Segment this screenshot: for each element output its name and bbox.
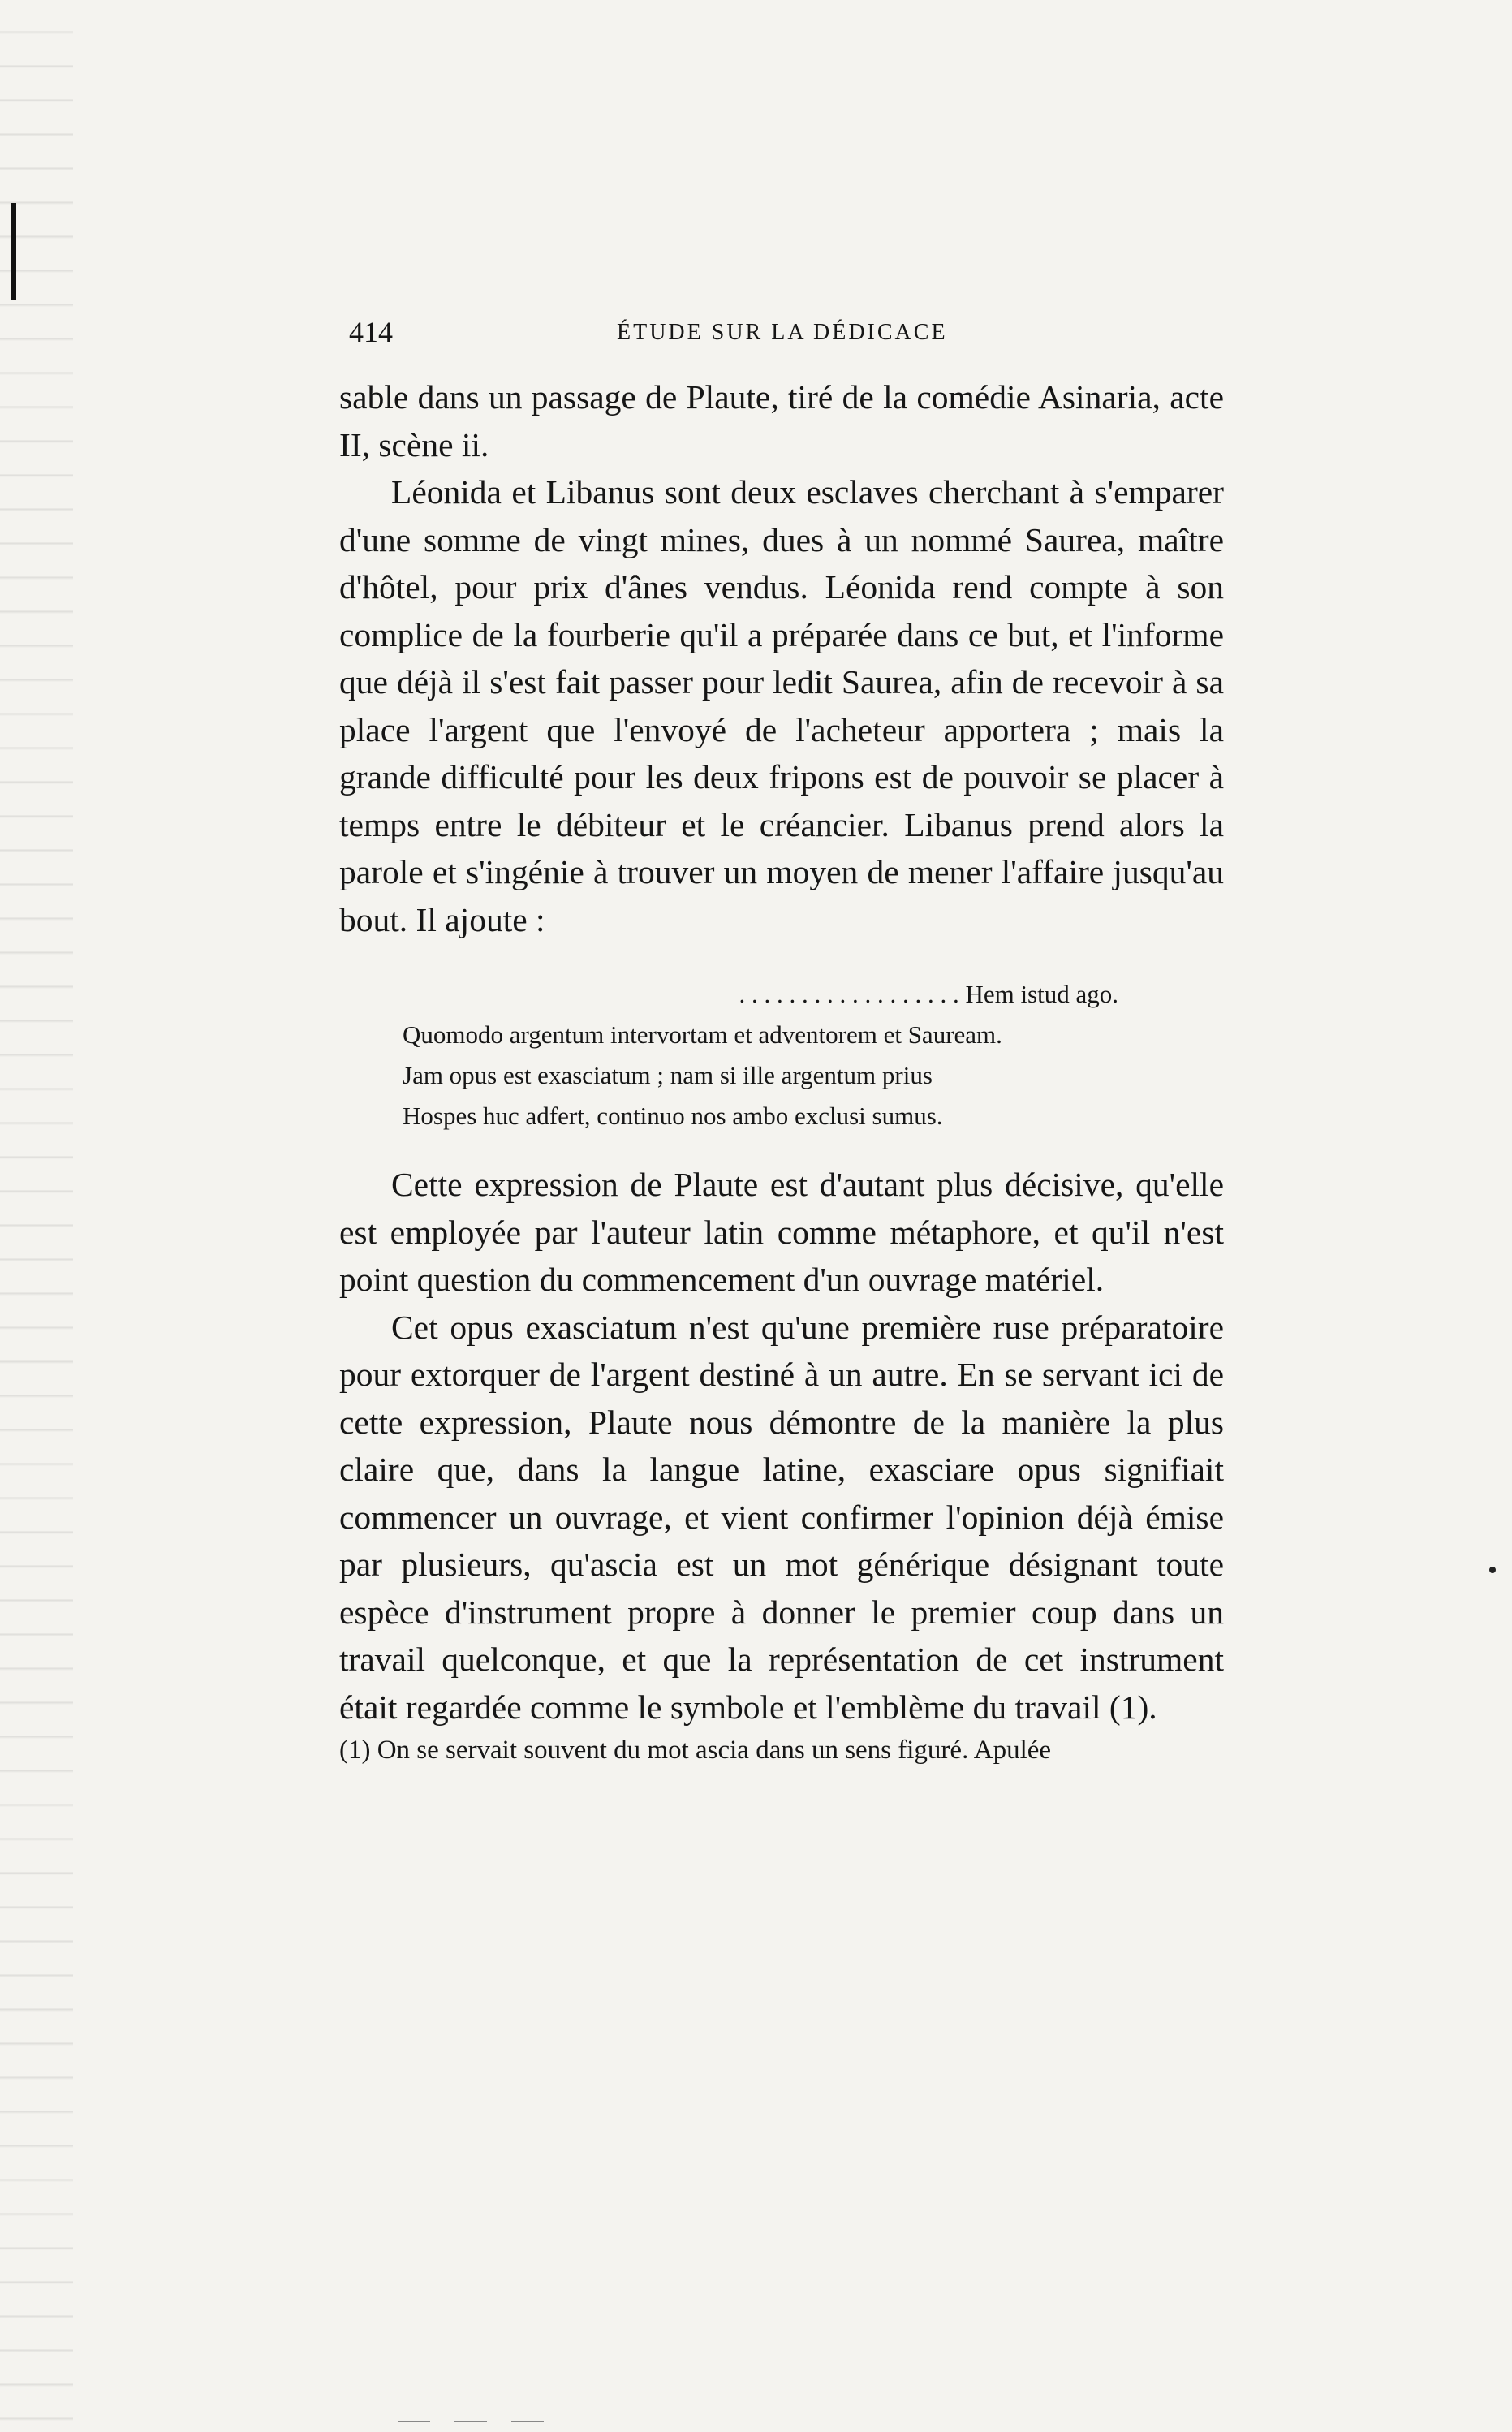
running-title: ÉTUDE SUR LA DÉDICACE (617, 320, 948, 345)
quote-line-2: Quomodo argentum intervortam et adventorem et Sauream. (403, 1020, 1002, 1049)
latin-quotation (403, 974, 1224, 1136)
scan-dot-artifact (1489, 1567, 1496, 1573)
footer-rule (398, 2421, 560, 2422)
page-number: 414 (349, 316, 393, 348)
paragraph-4: Cet opus exasciatum n'est qu'une première ruse préparatoire pour extorquer de l'argent destiné à un autre. En se servant ici de cette expression, Plaute nous démontre de la manière la plus claire que, dans la langue latine, exasciare opus signifiait commencer un ouvrage, et vient confirmer l'opinion déjà émise par plusieurs, qu'ascia est un mot générique désignant toute espèce d'instrument propre à donner le premier coup dans un travail quelconque, et que la représentation de cet instrument était regardée comme le symbole et l'emblème du travail (1). (339, 1308, 1224, 1726)
quote-line-3: Jam opus est exasciatum ; nam si ille argentum prius (403, 1061, 933, 1089)
footnote: (1) On se servait souvent du mot ascia dans un sens figuré. Apulée (339, 1736, 1052, 1765)
scan-edge-artifact (0, 0, 73, 2432)
scan-edge-mark (11, 203, 16, 300)
main-text (339, 373, 1224, 1770)
paragraph-1: sable dans un passage de Plaute, tiré de la comédie Asinaria, acte II, scène ii. (339, 378, 1224, 464)
paragraph-3: Cette expression de Plaute est d'autant plus décisive, qu'elle est employée par l'auteur latin comme métaphore, et qu'il n'est point question du commencement d'un ouvrage matériel. (339, 1166, 1224, 1298)
quote-line-4: Hospes huc adfert, continuo nos ambo exclusi sumus. (403, 1102, 943, 1130)
quote-line-1: . . . . . . . . . . . . . . . . . . Hem istud ago. (739, 980, 1118, 1008)
page-header (349, 315, 1234, 364)
paragraph-2: Léonida et Libanus sont deux esclaves cherchant à s'emparer d'une somme de vingt mines, dues à un nommé Saurea, maître d'hôtel, pour prix d'ânes vendus. Léonida rend compte à son complice de la fourberie qu'il a préparée dans ce but, et l'informe que déjà il s'est fait passer pour ledit Saurea, afin de recevoir à sa place l'argent que l'envoyé de l'acheteur apportera ; mais la grande difficulté pour les deux fripons est de pouvoir se placer à temps entre le débiteur et le créancier. Libanus prend alors la parole et s'ingénie à trouver un moyen de mener l'affaire jusqu'au bout. Il ajoute : (339, 473, 1224, 938)
